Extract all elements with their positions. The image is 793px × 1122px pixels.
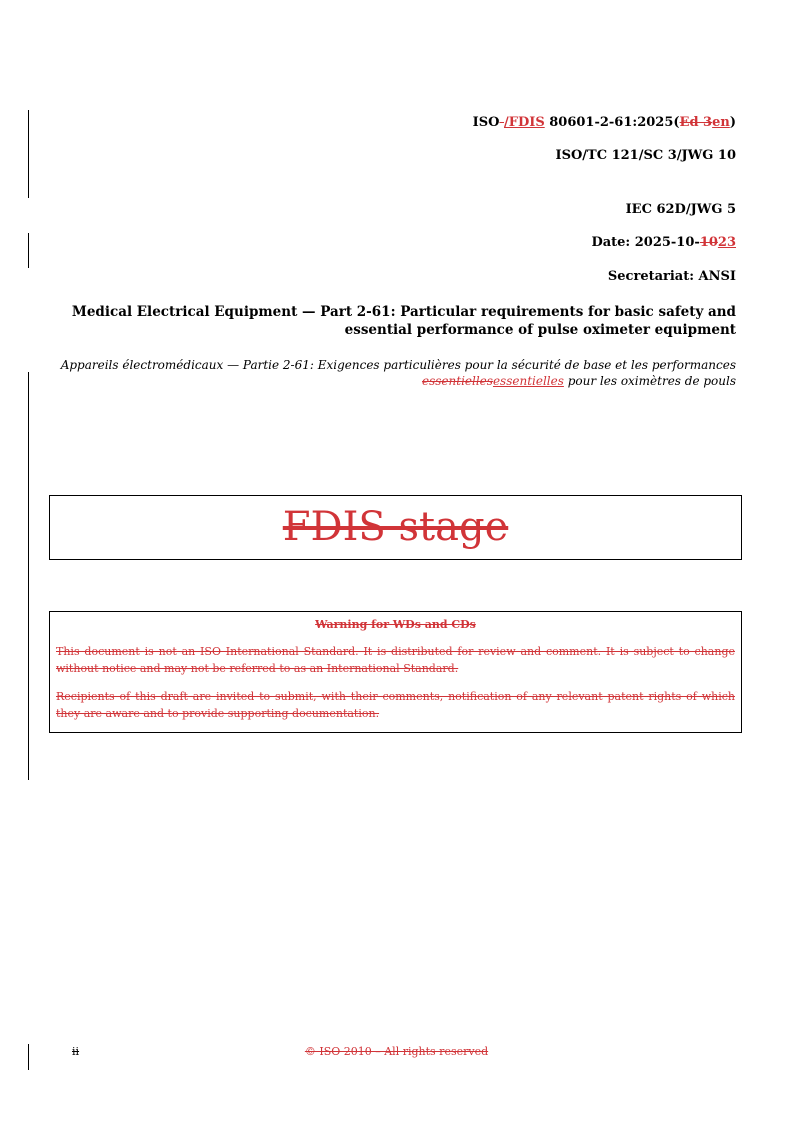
change-bar [28, 110, 29, 198]
warning-title: Warning for WDs and CDs [315, 618, 476, 631]
document-reference: ISO /FDIS 80601-2-61:2025(Ed 3en) [472, 115, 736, 130]
stage-label: FDIS stage [282, 504, 509, 550]
page-number: ii [72, 1045, 80, 1058]
warning-box [49, 611, 742, 733]
secretariat: Secretariat: ANSI [607, 269, 736, 284]
stage-box [49, 495, 742, 560]
warning-paragraph: Recipients of this draft are invited to submit, with their comments, notification of any relevant patent rights of which they are aware and to provide supporting documentation. [56, 690, 735, 720]
warning-paragraph: This document is not an ISO International Standard. It is distributed for review and comment. It is subject to change without notice and may not be referred to as an International Standard. [56, 645, 735, 675]
iec-committee: IEC 62D/JWG 5 [625, 202, 736, 217]
iso-committee: ISO/TC 121/SC 3/JWG 10 [555, 148, 736, 163]
change-bar [28, 372, 29, 780]
document-date: Date: 2025-10-1023 [591, 235, 736, 250]
copyright-notice: © ISO 2010 – All rights reserved [304, 1045, 489, 1058]
change-bar [28, 233, 29, 268]
document-title-fr: Appareils électromédicaux — Partie 2-61: Exigences particulières pour la sécurité de base et les performances essentiellesessentielles pour les oximètres de pouls [60, 358, 736, 388]
document-title-en: Medical Electrical Equipment — Part 2-61: Particular requirements for basic safety and essential performance of pulse oximeter equipment [71, 304, 736, 338]
